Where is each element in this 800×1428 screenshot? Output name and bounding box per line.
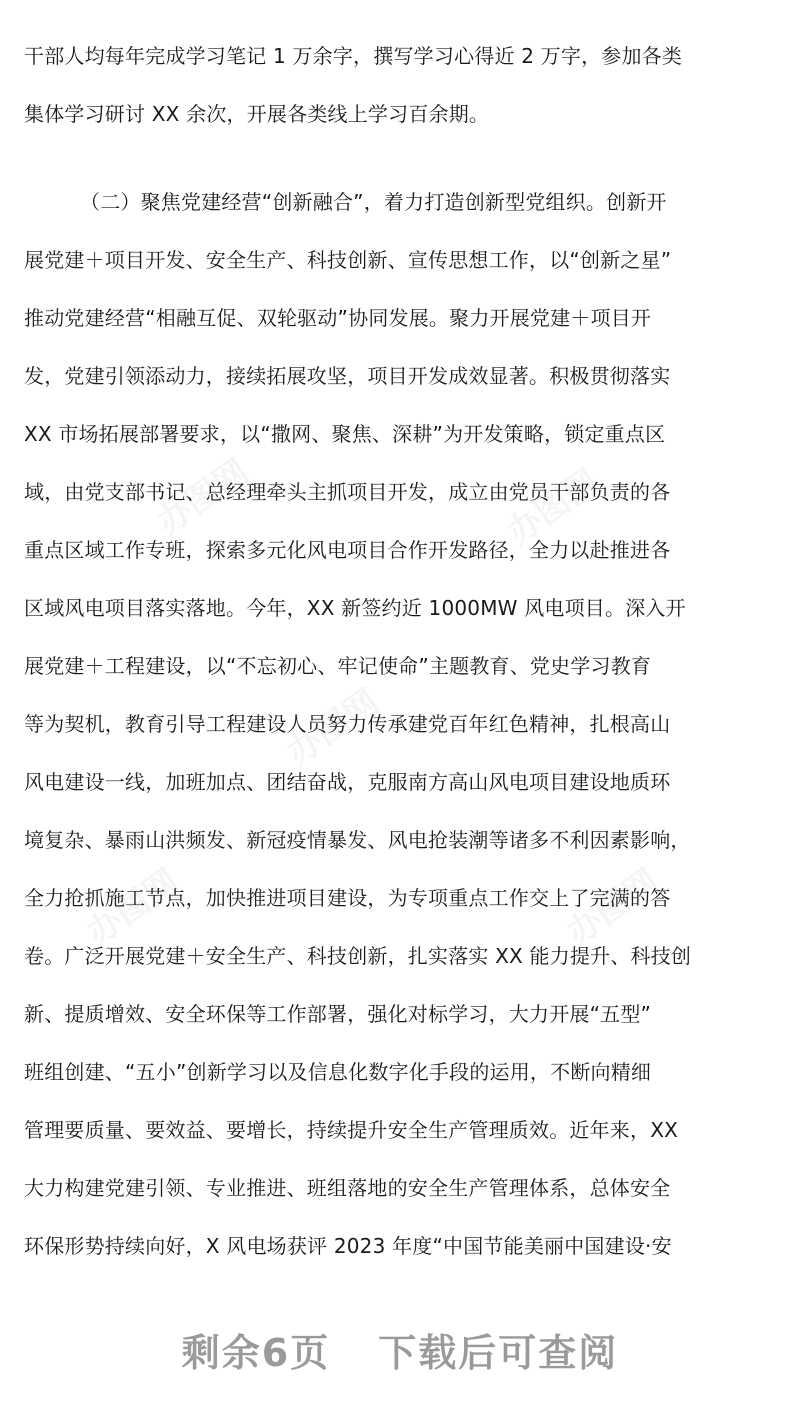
paragraph-line: 新、提质增效、安全环保等工作部署，强化对标学习，大力开展“五型” — [24, 1002, 652, 1026]
paragraph-line: 展党建＋项目开发、安全生产、科技创新、宣传思想工作，以“创新之星” — [24, 248, 672, 272]
paragraph-line: 卷。广泛开展党建＋安全生产、科技创新，扎实落实 XX 能力提升、科技创 — [24, 944, 692, 968]
paragraph-line: 区域风电项目落实落地。今年，XX 新签约近 1000MW 风电项目。深入开 — [24, 596, 686, 620]
paragraph-line: XX 市场拓展部署要求，以“撒网、聚焦、深耕”为开发策略，锁定重点区 — [24, 422, 666, 446]
paragraph-line: 推动党建经营“相融互促、双轮驱动”协同发展。聚力开展党建＋项目开 — [24, 306, 652, 330]
paragraph-line: 环保形势持续向好，X 风电场获评 2023 年度“中国节能美丽中国建设·安 — [24, 1234, 672, 1258]
paragraph-line: 展党建＋工程建设，以“不忘初心、牢记使命”主题教育、党史学习教育 — [24, 654, 652, 678]
download-prompt[interactable] — [0, 1322, 800, 1377]
paragraph-line: 全力抢抓施工节点，加快推进项目建设，为专项重点工作交上了完满的答 — [24, 886, 671, 910]
paragraph-line: 大力构建党建引领、专业推进、班组落地的安全生产管理体系，总体安全 — [24, 1176, 671, 1200]
paragraph-line: 风电建设一线，加班加点、团结奋战，克服南方高山风电项目建设地质环 — [24, 770, 671, 794]
download-hint-label: 下载后可查阅 — [378, 1331, 619, 1375]
paragraph-line: 集体学习研讨 XX 余次，开展各类线上学习百余期。 — [24, 102, 490, 126]
paragraph-line: 重点区域工作专班，探索多元化风电项目合作开发路径，全力以赴推进各 — [24, 538, 671, 562]
remaining-pages-label: 剩余6页 — [181, 1331, 331, 1375]
paragraph-line: 域，由党支部书记、总经理牵头主抓项目开发，成立由党员干部负责的各 — [24, 480, 671, 504]
paragraph-line: 境复杂、暴雨山洪频发、新冠疫情暴发、风电抢装潮等诸多不利因素影响， — [24, 828, 691, 852]
paragraph-line: 干部人均每年完成学习笔记 1 万余字，撰写学习心得近 2 万字，参加各类 — [24, 44, 683, 68]
paragraph-line: 管理要质量、要效益、要增长，持续提升安全生产管理质效。近年来，XX — [24, 1118, 679, 1142]
paragraph-line: 班组创建、“五小”创新学习以及信息化数字化手段的运用，不断向精细 — [24, 1060, 652, 1084]
paragraph-line: 发，党建引领添动力，接续拓展攻坚，项目开发成效显著。积极贯彻落实 — [24, 364, 671, 388]
section-heading-line: （二）聚焦党建经营“创新融合”，着力打造创新型党组织。创新开 — [80, 190, 667, 214]
paragraph-line: 等为契机，教育引导工程建设人员努力传承建党百年红色精神，扎根高山 — [24, 712, 671, 736]
